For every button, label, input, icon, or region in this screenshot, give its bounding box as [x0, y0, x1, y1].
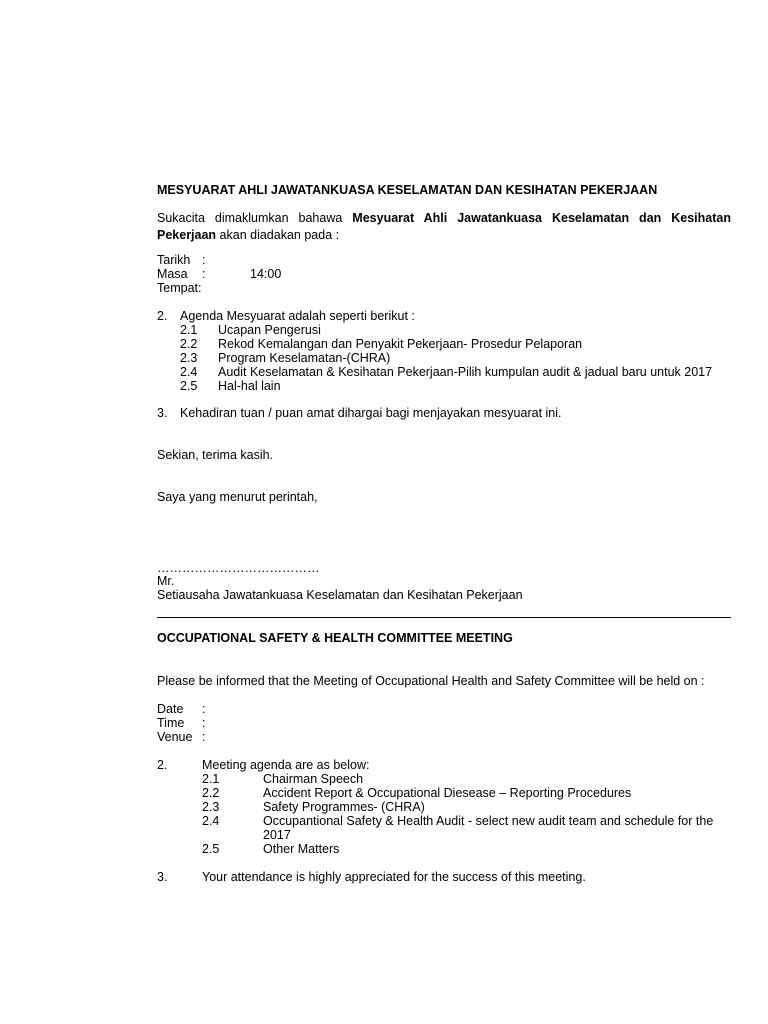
- malay-intro: [157, 210, 731, 244]
- malay-agenda-text: Hal-hal lain: [218, 379, 281, 393]
- english-agenda-text: Accident Report & Occupational Diesease – Reporting Procedures: [263, 786, 632, 800]
- english-attendance-text: Your attendance is highly appreciated for the success of this meeting.: [202, 870, 586, 884]
- english-field-label: Venue: [157, 730, 193, 744]
- english-field-colon: :: [202, 702, 206, 716]
- signer-title: Mr.: [157, 574, 175, 588]
- malay-intro-bold: Mesyuarat Ahli Jawatankuasa Keselamatan dan Kesihatan Pekerjaan: [157, 211, 731, 242]
- english-agenda-num: 2.3: [202, 800, 220, 814]
- malay-agenda-num: 2.5: [180, 379, 198, 393]
- malay-agenda-num: 2.3: [180, 351, 198, 365]
- english-agenda-num: 2.4: [202, 814, 220, 828]
- english-agenda-text-continued: 2017: [263, 828, 291, 842]
- english-agenda-heading: Meeting agenda are as below:: [202, 758, 370, 772]
- malay-agenda-num: 2.4: [180, 365, 198, 379]
- section-divider: [157, 617, 731, 618]
- english-field-colon: :: [202, 716, 206, 730]
- english-agenda-text: Occupantional Safety & Health Audit - select new audit team and schedule for the: [263, 814, 714, 828]
- malay-agenda-text: Ucapan Pengerusi: [218, 323, 321, 337]
- malay-closing: Sekian, terima kasih.: [157, 448, 274, 462]
- english-agenda-num: 2.5: [202, 842, 220, 856]
- english-title: OCCUPATIONAL SAFETY & HEALTH COMMITTEE MEETING: [157, 631, 513, 645]
- malay-agenda-text: Audit Keselamatan & Kesihatan Pekerjaan-Pilih kumpulan audit & jadual baru untuk 2017: [218, 365, 713, 379]
- malay-attendance-text: Kehadiran tuan / puan amat dihargai bagi menjayakan mesyuarat ini.: [180, 406, 562, 420]
- malay-field-label: Masa: [157, 267, 188, 281]
- english-agenda-text: Other Matters: [263, 842, 340, 856]
- english-attendance-number: 3.: [157, 870, 168, 884]
- malay-agenda-text: Rekod Kemalangan dan Penyakit Pekerjaan- Prosedur Pelaporan: [218, 337, 583, 351]
- malay-field-label: Tarikh: [157, 253, 191, 267]
- english-agenda-num: 2.2: [202, 786, 220, 800]
- malay-attendance-number: 3.: [157, 406, 168, 420]
- malay-title: MESYUARAT AHLI JAWATANKUASA KESELAMATAN DAN KESIHATAN PEKERJAAN: [157, 183, 658, 197]
- signature-line: …………………………………: [157, 561, 320, 575]
- malay-field-label: Tempat:: [157, 281, 202, 295]
- english-field-colon: :: [202, 730, 206, 744]
- malay-agenda-heading: Agenda Mesyuarat adalah seperti berikut :: [180, 309, 415, 323]
- english-field-label: Date: [157, 702, 184, 716]
- english-agenda-number: 2.: [157, 758, 168, 772]
- malay-signoff: Saya yang menurut perintah,: [157, 490, 318, 504]
- english-agenda-text: Chairman Speech: [263, 772, 364, 786]
- malay-intro-suffix: akan diadakan pada :: [216, 228, 340, 242]
- malay-intro-prefix: Sukacita dimaklumkan bahawa: [157, 211, 353, 225]
- english-agenda-text: Safety Programmes- (CHRA): [263, 800, 425, 814]
- malay-field-colon: :: [202, 267, 206, 281]
- malay-agenda-num: 2.1: [180, 323, 198, 337]
- malay-agenda-num: 2.2: [180, 337, 198, 351]
- malay-agenda-number: 2.: [157, 309, 168, 323]
- malay-field-colon: :: [202, 253, 206, 267]
- malay-agenda-text: Program Keselamatan-(CHRA): [218, 351, 391, 365]
- english-field-label: Time: [157, 716, 185, 730]
- signer-position: Setiausaha Jawatankuasa Keselamatan dan Kesihatan Pekerjaan: [157, 588, 523, 602]
- english-intro: Please be informed that the Meeting of Occupational Health and Safety Committee will be held on :: [157, 674, 705, 688]
- malay-field-value: 14:00: [250, 267, 282, 281]
- english-agenda-num: 2.1: [202, 772, 220, 786]
